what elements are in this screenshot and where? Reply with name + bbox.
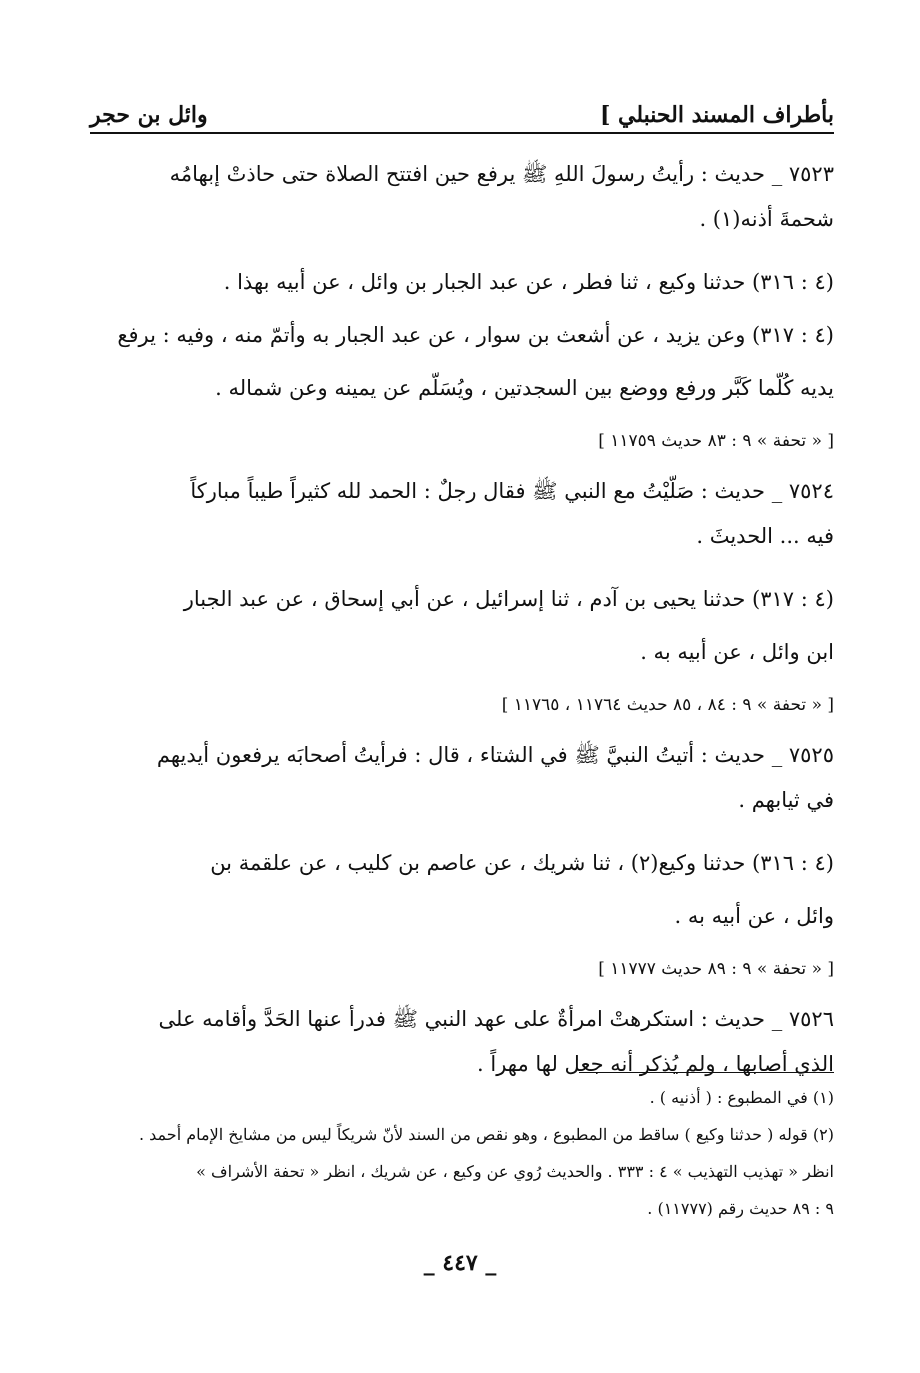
page-number: _ ٤٤٧ _ xyxy=(423,1250,497,1276)
hadith-text-line: الذي أصابها ، ولم يُذكر أنه جعل لها مهراً . xyxy=(477,1052,834,1076)
footnotes xyxy=(90,1072,834,1227)
page-body xyxy=(90,148,834,1091)
isnad-line: وائل ، عن أبيه به . xyxy=(674,904,834,928)
footnote-continuation: ٩ : ٨٩ حديث رقم (١١٧٧٧) . xyxy=(647,1199,834,1218)
footnote-divider xyxy=(579,1072,834,1073)
hadith-text-line: ٧٥٢٥ _ حديث : أتيتُ النبيَّ ﷺ في الشتاء ، قال : فرأيتُ أصحابَه يرفعون أيديهم xyxy=(156,743,834,767)
hadith-text-line: ٧٥٢٤ _ حديث : صَلّيْتُ مع النبي ﷺ فقال رجلٌ : الحمد لله كثيراً طيباً مباركاً xyxy=(190,479,834,503)
isnad-line: (٤ : ٣١٦) حدثنا وكيع(٢) ، ثنا شريك ، عن عاصم بن كليب ، عن علقمة بن xyxy=(210,851,834,875)
header-chapter-title: وائل بن حجر xyxy=(90,102,208,128)
isnad-line: (٤ : ٣١٦) حدثنا وكيع ، ثنا فطر ، عن عبد الجبار بن وائل ، عن أبيه بهذا . xyxy=(223,270,834,294)
tuhfa-reference: [ « تحفة » ٩ : ٨٣ حديث ١١٧٥٩ ] xyxy=(598,431,834,451)
footnote-continuation: انظر « تهذيب التهذيب » ٤ : ٣٣٣ . والحديث رُوي عن وكيع ، عن شريك ، انظر « تحفة الأشراف » xyxy=(196,1162,834,1181)
tuhfa-reference: [ « تحفة » ٩ : ٨٩ حديث ١١٧٧٧ ] xyxy=(598,959,834,979)
hadith-text-line: في ثيابهم . xyxy=(738,788,834,812)
running-header xyxy=(90,92,834,134)
hadith-text-line: فيه ... الحديثَ . xyxy=(696,524,834,548)
hadith-entry xyxy=(90,729,834,989)
tuhfa-reference: [ « تحفة » ٩ : ٨٤ ، ٨٥ حديث ١١٧٦٤ ، ١١٧٦٥ ] xyxy=(501,695,834,715)
hadith-text-line: شحمةَ أذنه(١) . xyxy=(699,207,834,231)
header-book-title: بأطراف المسند الحنبلي ] xyxy=(599,102,834,128)
isnad-line: (٤ : ٣١٧) وعن يزيد ، عن أشعث بن سوار ، عن عبد الجبار به وأتمّ منه ، وفيه : يرفع xyxy=(117,323,834,347)
isnad-line: (٤ : ٣١٧) حدثنا يحيى بن آدم ، ثنا إسرائيل ، عن أبي إسحاق ، عن عبد الجبار xyxy=(183,587,834,611)
isnad-line: يديه كُلّما كَبَّر ورفع ووضع بين السجدتين ، ويُسَلّم عن يمينه وعن شماله . xyxy=(215,376,834,400)
footnote: (١) في المطبوع : ( أذنيه ) . xyxy=(649,1088,834,1107)
hadith-text-line: ٧٥٢٦ _ حديث : استكرهتْ امرأةٌ على عهد النبي ﷺ فدرأ عنها الحَدَّ وأقامه على xyxy=(158,1007,834,1031)
hadith-text-line: ٧٥٢٣ _ حديث : رأيتُ رسولَ اللهِ ﷺ يرفع حين افتتح الصلاة حتى حاذتْ إبهامُه xyxy=(169,162,834,186)
hadith-entry xyxy=(90,465,834,725)
isnad-line: ابن وائل ، عن أبيه به . xyxy=(640,640,834,664)
hadith-entry xyxy=(90,148,834,461)
footnote: (٢) قوله ( حدثنا وكيع ) ساقط من المطبوع ، وهو نقص من السند لأنّ شريكاً ليس من مشايخ الإمام أحمد . xyxy=(138,1125,834,1144)
